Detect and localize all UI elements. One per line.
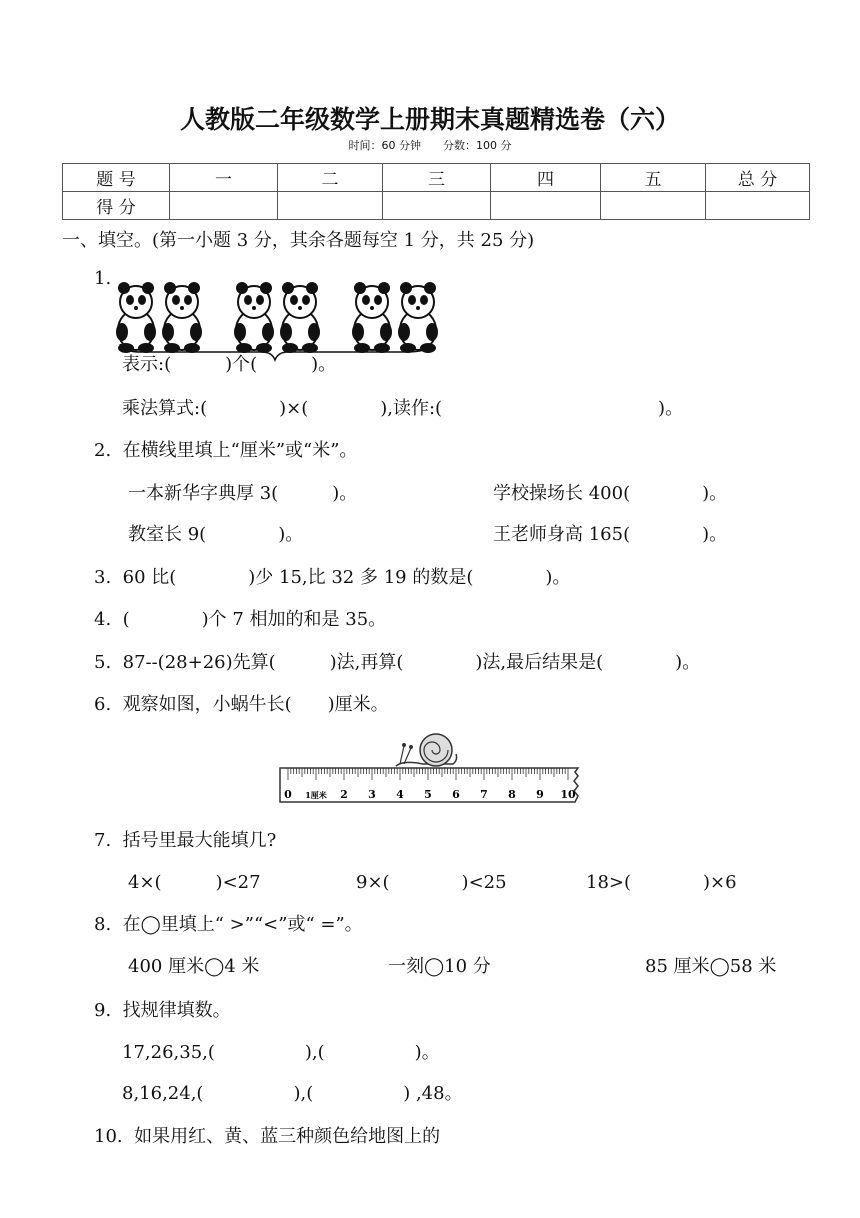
q1-line2: 乘法算式:( )×( ),读作:( )。 bbox=[122, 398, 684, 419]
score-cell[interactable] bbox=[170, 192, 278, 220]
snail-ruler-figure bbox=[278, 730, 583, 808]
score-cell[interactable] bbox=[706, 192, 810, 220]
exam-info: 时间：60 分钟 分数：100 分 bbox=[348, 139, 512, 152]
ruler-label: 0 bbox=[284, 788, 292, 801]
ruler-label: 7 bbox=[480, 788, 488, 801]
score-cell[interactable] bbox=[278, 192, 383, 220]
q2-c: 教室长 9( )。 bbox=[128, 524, 304, 545]
score-col-total: 总 分 bbox=[706, 164, 810, 192]
ruler-label: 3 bbox=[368, 788, 376, 801]
q5: 5. 87--(28+26)先算( )法,再算( )法,最后结果是( )。 bbox=[94, 652, 701, 673]
score-col-3: 三 bbox=[383, 164, 491, 192]
q3: 3. 60 比( )少 15,比 32 多 19 的数是( )。 bbox=[94, 567, 571, 588]
ruler-label: 5 bbox=[424, 788, 432, 801]
q2-a: 一本新华字典厚 3( )。 bbox=[128, 483, 358, 504]
q9-a: 17,26,35,( ),( )。 bbox=[122, 1042, 440, 1063]
question-number: 1. bbox=[94, 268, 112, 289]
q6: 6. 观察如图，小蜗牛长( )厘米。 bbox=[94, 694, 389, 715]
score-table-header-row bbox=[63, 164, 810, 192]
q4: 4. ( )个 7 相加的和是 35。 bbox=[94, 609, 387, 630]
ruler-label: 9 bbox=[536, 788, 544, 801]
section-heading: 一、填空。(第一小题 3 分，其余各题每空 1 分，共 25 分) bbox=[62, 230, 535, 251]
q8-stem: 8. 在◯里填上“ >”“<”或“ =”。 bbox=[94, 914, 363, 935]
q8-a: 400 厘米◯4 米 bbox=[128, 956, 260, 977]
q2-b: 学校操场长 400( )。 bbox=[493, 483, 728, 504]
q8-b: 一刻◯10 分 bbox=[388, 956, 491, 977]
q1-line1: 表示:( )个( )。 bbox=[122, 354, 337, 375]
score-cell[interactable] bbox=[491, 192, 601, 220]
q7-stem: 7. 括号里最大能填几? bbox=[94, 830, 277, 851]
score-table bbox=[62, 163, 810, 220]
panda-group-3 bbox=[352, 282, 438, 353]
q2-d: 王老师身高 165( )。 bbox=[493, 524, 728, 545]
score-col-4: 四 bbox=[491, 164, 601, 192]
q2-stem: 2. 在横线里填上“厘米”或“米”。 bbox=[94, 440, 358, 461]
page-title: 人教版二年级数学上册期末真题精选卷（六） bbox=[179, 105, 680, 134]
score-cell[interactable] bbox=[383, 192, 491, 220]
snail-icon bbox=[396, 734, 457, 766]
q7-a: 4×( )<27 bbox=[128, 872, 261, 893]
score-table-label: 得 分 bbox=[63, 192, 170, 220]
score-col-5: 五 bbox=[601, 164, 706, 192]
score-table-label: 题 号 bbox=[63, 164, 170, 192]
panda-group-2 bbox=[234, 282, 320, 353]
ruler-label: 1厘米 bbox=[305, 790, 327, 800]
q10: 10. 如果用红、黄、蓝三种颜色给地图上的 bbox=[94, 1126, 441, 1147]
ruler bbox=[280, 768, 578, 802]
ruler-label: 8 bbox=[508, 788, 516, 801]
q9-b: 8,16,24,( ),( ) ,48。 bbox=[122, 1083, 463, 1104]
q7-c: 18>( )×6 bbox=[586, 872, 737, 893]
ruler-label: 4 bbox=[396, 788, 404, 801]
score-col-2: 二 bbox=[278, 164, 383, 192]
score-col-1: 一 bbox=[170, 164, 278, 192]
score-cell[interactable] bbox=[601, 192, 706, 220]
panda-group-1 bbox=[116, 282, 202, 353]
q8-c: 85 厘米◯58 米 bbox=[645, 956, 777, 977]
score-table-score-row bbox=[63, 192, 810, 220]
ruler-label: 6 bbox=[452, 788, 460, 801]
q7-b: 9×( )<25 bbox=[356, 872, 507, 893]
snail-ruler-graphic bbox=[278, 730, 583, 808]
ruler-label: 10 bbox=[560, 788, 576, 801]
ruler-label: 2 bbox=[340, 788, 348, 801]
q9-stem: 9. 找规律填数。 bbox=[94, 1000, 231, 1021]
